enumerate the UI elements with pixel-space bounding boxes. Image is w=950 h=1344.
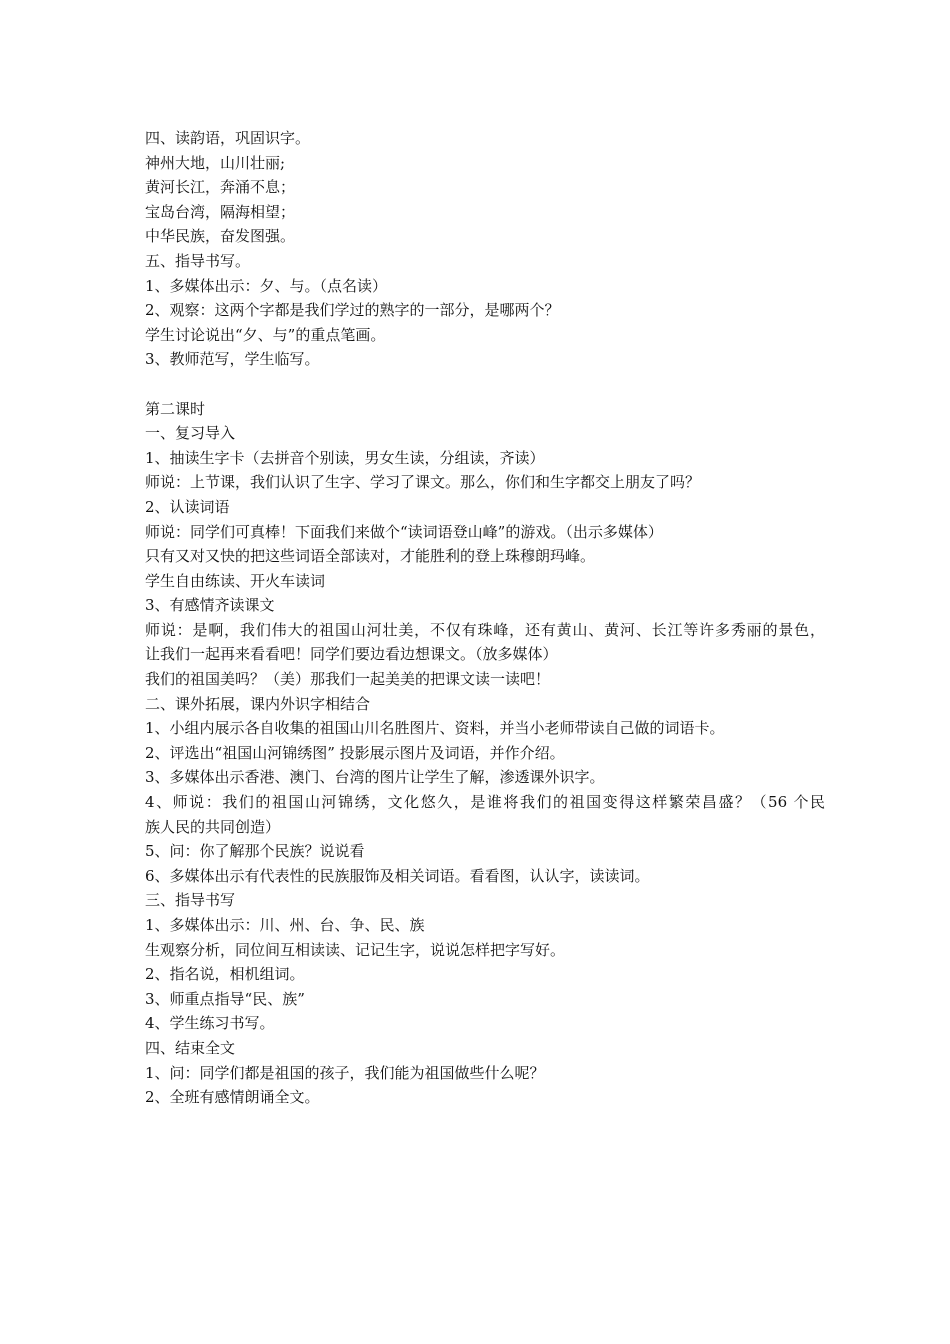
text-line: 生观察分析，同位间互相读读、记记生字，说说怎样把字写好。 [145,940,566,959]
text-line: 1、问：同学们都是祖国的孩子，我们能为祖国做些什么呢？ [145,1063,545,1082]
rhyme-line: 黄河长江，奔涌不息； [145,178,296,197]
text-line: 师说：上节课，我们认识了生字、学习了课文。那么，你们和生字都交上朋友了吗？ [145,473,701,492]
text-line: 族人民的共同创造） [145,817,281,836]
text-line: 我们的祖国美吗？（美）那我们一起美美的把课文读一读吧！ [145,670,551,689]
text-line: 师说：是啊，我们伟大的祖国山河壮美，不仅有珠峰，还有黄山、黄河、长江等许多秀丽的景色， [145,620,825,639]
heading-writing-guidance: 五、指导书写。 [145,251,251,270]
text-line: 3、教师范写，学生临写。 [145,350,320,369]
text-line: 3、多媒体出示香港、澳门、台湾的图片让学生了解，渗透课外识字。 [145,768,605,787]
text-line: 3、师重点指导“民、族” [145,989,305,1008]
text-line: 学生自由练读、开火车读词 [145,571,326,590]
text-line: 2、评选出“祖国山河锦绣图” 投影展示图片及词语，并作介绍。 [145,743,565,762]
text-line: 2、指名说，相机组词。 [145,965,305,984]
text-line: 1、小组内展示各自收集的祖国山川名胜图片、资料，并当小老师带读自己做的词语卡。 [145,719,725,738]
rhyme-line: 神州大地，山川壮丽; [145,153,286,172]
text-line: 1、抽读生字卡（去拼音个别读，男女生读，分组读，齐读） [145,448,545,467]
text-line: 师说：同学们可真棒！下面我们来做个“读词语登山峰”的游戏。（出示多媒体） [145,522,663,541]
heading-conclusion: 四、结束全文 [145,1038,236,1057]
heading-writing-guidance-2: 三、指导书写 [145,891,236,910]
blank-line [145,372,825,397]
text-line: 1、多媒体出示：夕、与。（点名读） [145,276,388,295]
text-line: 2、全班有感情朗诵全文。 [145,1088,320,1107]
heading-extension: 二、课外拓展，课内外识字相结合 [145,694,371,713]
rhyme-line: 宝岛台湾，隔海相望； [145,202,296,221]
heading-read-rhymes: 四、读韵语，巩固识字。 [145,129,311,147]
text-line: 1、多媒体出示：川、州、台、争、民、族 [145,916,425,934]
section-title-second-lesson: 第二课时 [145,399,206,418]
rhyme-line: 中华民族，奋发图强。 [145,227,296,246]
text-line: 4、师说：我们的祖国山河锦绣，文化悠久，是谁将我们的祖国变得这样繁荣昌盛？（56 个民 [145,793,825,812]
document-body [145,126,825,1110]
heading-review: 一、复习导入 [145,424,236,443]
text-line: 6、多媒体出示有代表性的民族服饰及相关词语。看看图，认认字，读读词。 [145,866,650,885]
text-line: 5、问：你了解那个民族？说说看 [145,842,365,861]
text-line: 4、学生练习书写。 [145,1014,275,1033]
text-line: 2、观察：这两个字都是我们学过的熟字的一部分，是哪两个？ [145,301,560,320]
text-line: 2、认读词语 [145,497,230,516]
text-line: 只有又对又快的把这些词语全部读对，才能胜利的登上珠穆朗玛峰。 [145,547,596,566]
text-line: 让我们一起再来看看吧！同学们要边看边想课文。（放多媒体） [145,645,558,664]
text-line: 3、有感情齐读课文 [145,596,275,615]
text-line: 学生讨论说出“夕、与”的重点笔画。 [145,325,386,344]
